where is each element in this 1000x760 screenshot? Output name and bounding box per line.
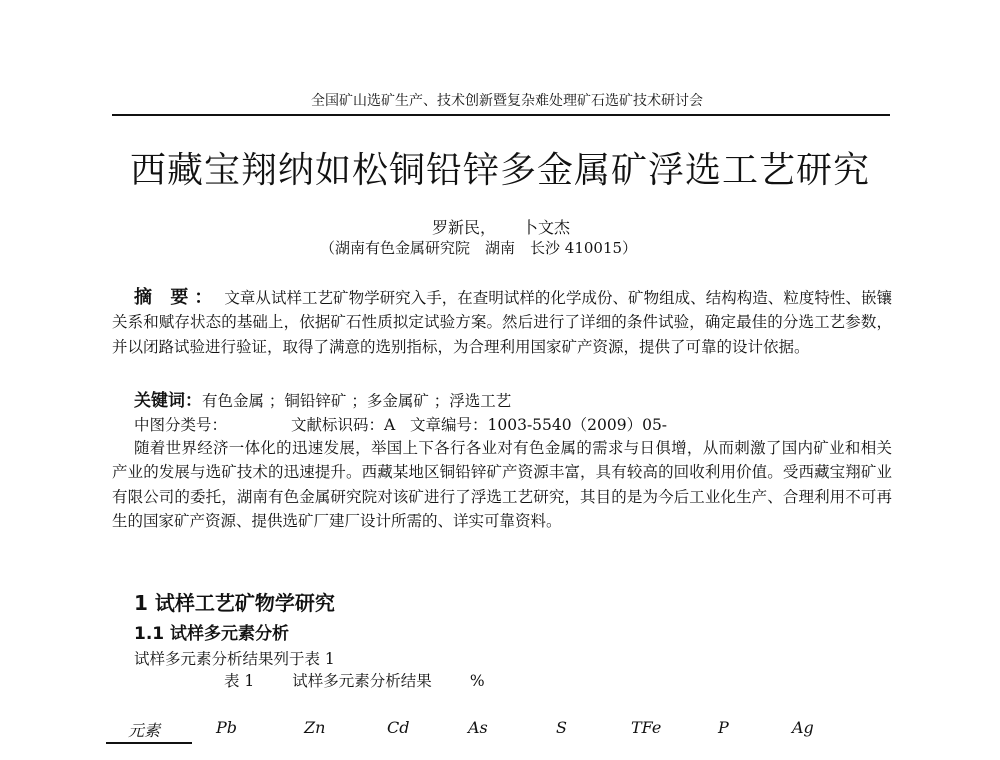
keywords-text: 有色金属 ；铜铅锌矿 ；多金属矿 ；浮选工艺 (202, 392, 512, 410)
conference-header: 全国矿山选矿生产、技术创新暨复杂难处理矿石选矿技术研讨会 (311, 93, 703, 109)
table-header-cell: TFe (631, 718, 662, 737)
table-title: 试样多元素分析结果 (292, 672, 432, 690)
doc-code: 文献标识码：A (291, 416, 396, 434)
table-header-cell: 元素 (128, 721, 161, 740)
table-header-cell: As (468, 718, 488, 737)
table-number: 表 1 (224, 672, 255, 690)
classification-line (134, 413, 667, 435)
table-header-cell: Cd (387, 718, 410, 737)
abstract (112, 286, 892, 359)
abstract-label: 摘 要： (134, 287, 219, 308)
clc-label: 中图分类号： (134, 416, 228, 434)
table-header-cell: Zn (304, 718, 326, 737)
table-header-cell: P (718, 718, 729, 737)
article-number: 文章编号：1003-5540（2009）05- (410, 416, 668, 434)
table-rule (106, 742, 192, 744)
keywords (112, 389, 892, 413)
subsection-heading: 1.1 试样多元素分析 (134, 624, 290, 644)
intro-paragraph: 随着世界经济一体化的迅速发展，举国上下各行各业对有色金属的需求与日俱增，从而刺激了国内矿业和相关产业的发展与选矿技术的迅速提升。西藏某地区铜铅锌矿产资源丰富，具有较高的回收利用价值。受西藏宝翔矿业有限公司的委托，湖南有色金属研究院对该矿进行了浮选工艺研究，其目的是为今后工业化生产、合理利用不可再生的国家矿产资源、提供选矿厂建厂设计所需的、详实可靠资料。 (112, 439, 892, 530)
keywords-label: 关键词： (134, 391, 202, 411)
abstract-text: 文章从试样工艺矿物学研究入手，在查明试样的化学成份、矿物组成、结构构造、粒度特性、嵌镶关系和赋存状态的基础上，依据矿石性质拟定试验方案。然后进行了详细的条件试验，确定最佳的分选工艺参数，并以闭路试验进行验证，取得了满意的选别指标，为合理利用国家矿产资源，提供了可靠的设计依据。 (112, 289, 892, 356)
table-unit: % (469, 672, 485, 690)
author-1: 罗新民， (432, 218, 497, 237)
author-2: 卜文杰 (522, 218, 571, 237)
table-header-row (106, 718, 896, 744)
table-header-cell: S (556, 718, 567, 737)
table-header-cell: Pb (216, 718, 238, 737)
affiliation: （湖南有色金属研究院 湖南 长沙 410015） (320, 239, 638, 257)
section-heading: 1 试样工艺矿物学研究 (134, 591, 335, 615)
table-header-cell: Ag (792, 718, 814, 737)
authors (432, 215, 570, 238)
body-text: 试样多元素分析结果列于表 1 (134, 650, 335, 668)
header-rule (112, 114, 890, 116)
table-caption (224, 669, 523, 691)
paper-title: 西藏宝翔纳如松铜铅锌多金属矿浮选工艺研究 (129, 150, 870, 191)
